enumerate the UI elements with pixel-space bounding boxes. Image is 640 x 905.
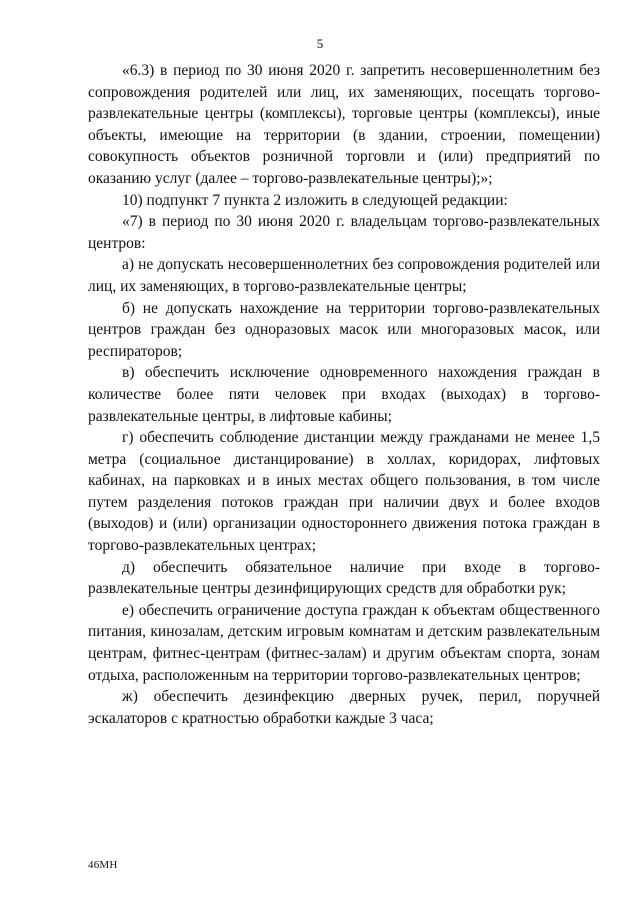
paragraph-d: д) обеспечить обязательное наличие при входе в торгово-развлекательные центры дезинфицирующих средств для обработки рук; <box>88 558 600 598</box>
paragraph-zh: ж) обеспечить дезинфекцию дверных ручек, перил, поручней эскалаторов с кратностью обработки каждые 3 часа; <box>88 688 600 727</box>
paragraph-6-3: «6.3) в период по 30 июня 2020 г. запретить несовершеннолетним без сопровождения родителей или лиц, их заменяющих, посещать торгово-развлекательные центры (комплексы), торговые центры (комплексы), иные объекты, имеющие на территории (в здании, строении, помещении) совокупность объектов розничной торговли и (или) предприятий по оказанию услуг (далее – торгово-развлекательные центры);»; <box>88 62 600 187</box>
document-code: 46МН <box>88 859 118 871</box>
paragraph-7: «7) в период по 30 июня 2020 г. владельцам торгово-развлекательных центров: <box>88 213 600 252</box>
paragraph-v: в) обеспечить исключение одновременного нахождения граждан в количестве более пяти человек при входах (выходах) в торгово-развлекательные центры, в лифтовые кабины; <box>88 364 600 425</box>
paragraph-10: 10) подпункт 7 пункта 2 изложить в следующей редакции: <box>122 191 508 209</box>
paragraph-a: а) не допускать несовершеннолетних без сопровождения родителей или лиц, их заменяющих, в торгово-развлекательные центры; <box>88 256 600 295</box>
page-number: 5 <box>316 36 324 51</box>
paragraph-g: г) обеспечить соблюдение дистанции между гражданами не менее 1,5 метра (социальное дистанцирование) в холлах, коридорах, лифтовых кабинах, на парковках и в иных местах общего пользования, в том числе путем разделения потоков граждан при наличии двух и более входов (выходов) и (или) организации одностороннего движения потока граждан в торгово-развлекательных центрах; <box>88 429 600 555</box>
paragraph-e: е) обеспечить ограничение доступа граждан к объектам общественного питания, кинозалам, детским игровым комнатам и детским развлекательным центрам, фитнес-центрам (фитнес-залам) и другим объектам спорта, зонам отдыха, расположенным на территории торгово-развлекательных центров; <box>88 601 600 684</box>
document-body <box>88 60 600 729</box>
paragraph-b: б) не допускать нахождение на территории торгово-развлекательных центров граждан без одноразовых масок или многоразовых масок, или респираторов; <box>88 299 600 360</box>
